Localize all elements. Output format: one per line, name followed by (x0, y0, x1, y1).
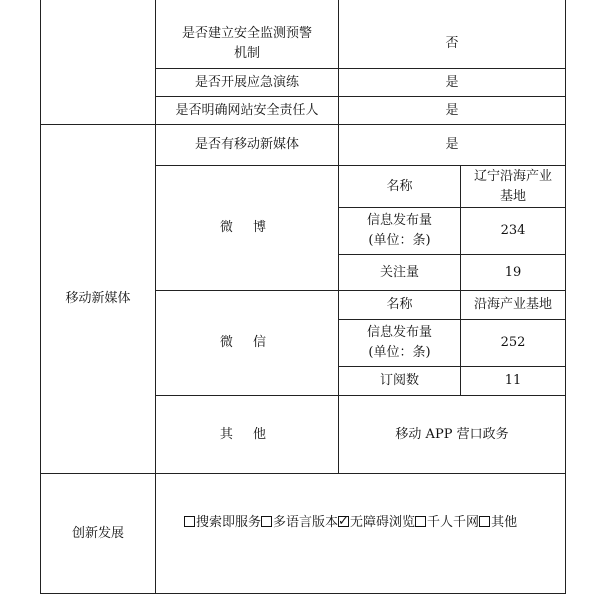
wechat-sub-label: 订阅数 (379, 373, 419, 388)
innovation-option-label: 千人千网 (427, 515, 480, 530)
new-media-section-label: 移动新媒体 (65, 291, 131, 306)
innovation-section-label: 创新发展 (71, 525, 124, 541)
innovation-option-label: 多语言版本 (273, 515, 339, 530)
innovation-option-label: 无障碍浏览 (350, 515, 416, 530)
innovation-options (156, 474, 565, 572)
weibo-follow-label: 关注量 (379, 264, 419, 280)
weibo-posts-label: 信息发布量 (单位：条) (366, 213, 432, 248)
drill-value: 是 (445, 74, 459, 90)
other-label: 其 他 (219, 426, 275, 442)
innovation-checkbox-4[interactable] (479, 516, 490, 527)
has-new-media-label: 是否有移动新媒体 (194, 137, 299, 152)
has-new-media-value: 是 (445, 137, 459, 152)
drill-label: 是否开展应急演练 (194, 74, 299, 90)
weibo-name-label: 名称 (386, 178, 413, 194)
innovation-checkbox-2[interactable] (338, 516, 349, 527)
innovation-option-label: 搜索即服务 (196, 515, 262, 530)
wechat-posts-value: 252 (500, 335, 526, 350)
wechat-label: 微 信 (219, 335, 275, 350)
responsible-label: 是否明确网站安全责任人 (175, 102, 319, 118)
wechat-name-label: 名称 (386, 297, 413, 312)
innovation-checkbox-1[interactable] (261, 516, 272, 527)
warning-mechanism-value: 否 (445, 36, 459, 51)
innovation-checkbox-0[interactable] (184, 516, 195, 527)
wechat-name-value: 沿海产业基地 (473, 297, 552, 312)
weibo-name-value: 辽宁沿海产业 基地 (473, 168, 552, 204)
weibo-posts-value: 234 (500, 223, 526, 238)
innovation-option-label: 其他 (491, 515, 518, 530)
warning-mechanism-label: 是否建立安全监测预警 机制 (181, 26, 312, 61)
table-border-bottom (40, 593, 566, 594)
responsible-value: 是 (445, 102, 459, 118)
table-border-right (565, 0, 566, 594)
innovation-checkbox-3[interactable] (415, 516, 426, 527)
weibo-follow-value: 19 (504, 264, 522, 280)
weibo-label: 微 博 (219, 220, 275, 235)
other-value: 移动 APP 营口政务 (395, 426, 509, 442)
wechat-posts-label: 信息发布量 (单位：条) (366, 325, 432, 360)
wechat-sub-value: 11 (504, 373, 522, 388)
innovation-options-list (184, 513, 517, 533)
